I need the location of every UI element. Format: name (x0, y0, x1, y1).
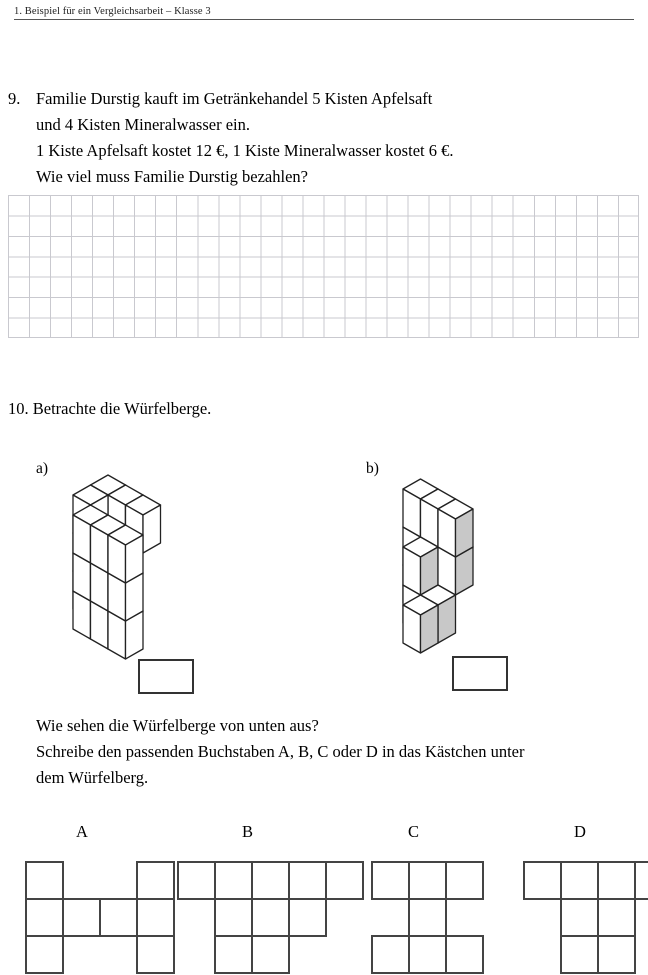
task-10-heading: 10. Betrachte die Würfelberge. (8, 399, 212, 418)
cube-stack-b (400, 476, 476, 656)
answer-box-a[interactable] (138, 659, 194, 694)
task-10-question-line-1: Wie sehen die Würfelberge von unten aus? (36, 716, 319, 735)
cube-stack-a (70, 472, 164, 662)
task-10-question-line-3: dem Würfelberg. (36, 768, 149, 787)
option-letter-c: C (408, 822, 420, 841)
sublabel-a: a) (36, 460, 49, 477)
task-9-number: 9. (8, 89, 21, 108)
task-9-line-4: Wie viel muss Familie Durstig bezahlen? (36, 167, 308, 186)
task-10 (8, 396, 638, 422)
option-shape-d[interactable] (522, 860, 648, 975)
answer-box-b[interactable] (452, 656, 508, 691)
task-9-line-2: und 4 Kisten Mineralwasser ein. (36, 115, 250, 134)
option-letter-b: B (242, 822, 254, 841)
option-shape-a[interactable] (24, 860, 176, 975)
option-shape-c[interactable] (370, 860, 485, 975)
sublabel-b: b) (366, 460, 379, 477)
task-9-line-1: Familie Durstig kauft im Getränkehandel 5 Kisten Apfelsaft (36, 89, 433, 108)
task-9 (8, 86, 638, 190)
task-9-line-3: 1 Kiste Apfelsaft kostet 12 €, 1 Kiste Mineralwasser kostet 6 €. (36, 141, 454, 160)
task-10-question-line-2: Schreibe den passenden Buchstaben A, B, C oder D in das Kästchen unter (36, 742, 525, 761)
option-letter-a: A (76, 822, 88, 841)
task-9-text (36, 86, 638, 190)
option-letter-d: D (574, 822, 586, 841)
task-9-work-grid[interactable] (8, 195, 639, 338)
page-header: 1. Beispiel für ein Vergleichsarbeit – Klasse 3 (14, 6, 634, 20)
task-10-question (36, 713, 636, 791)
option-shape-b[interactable] (176, 860, 365, 975)
